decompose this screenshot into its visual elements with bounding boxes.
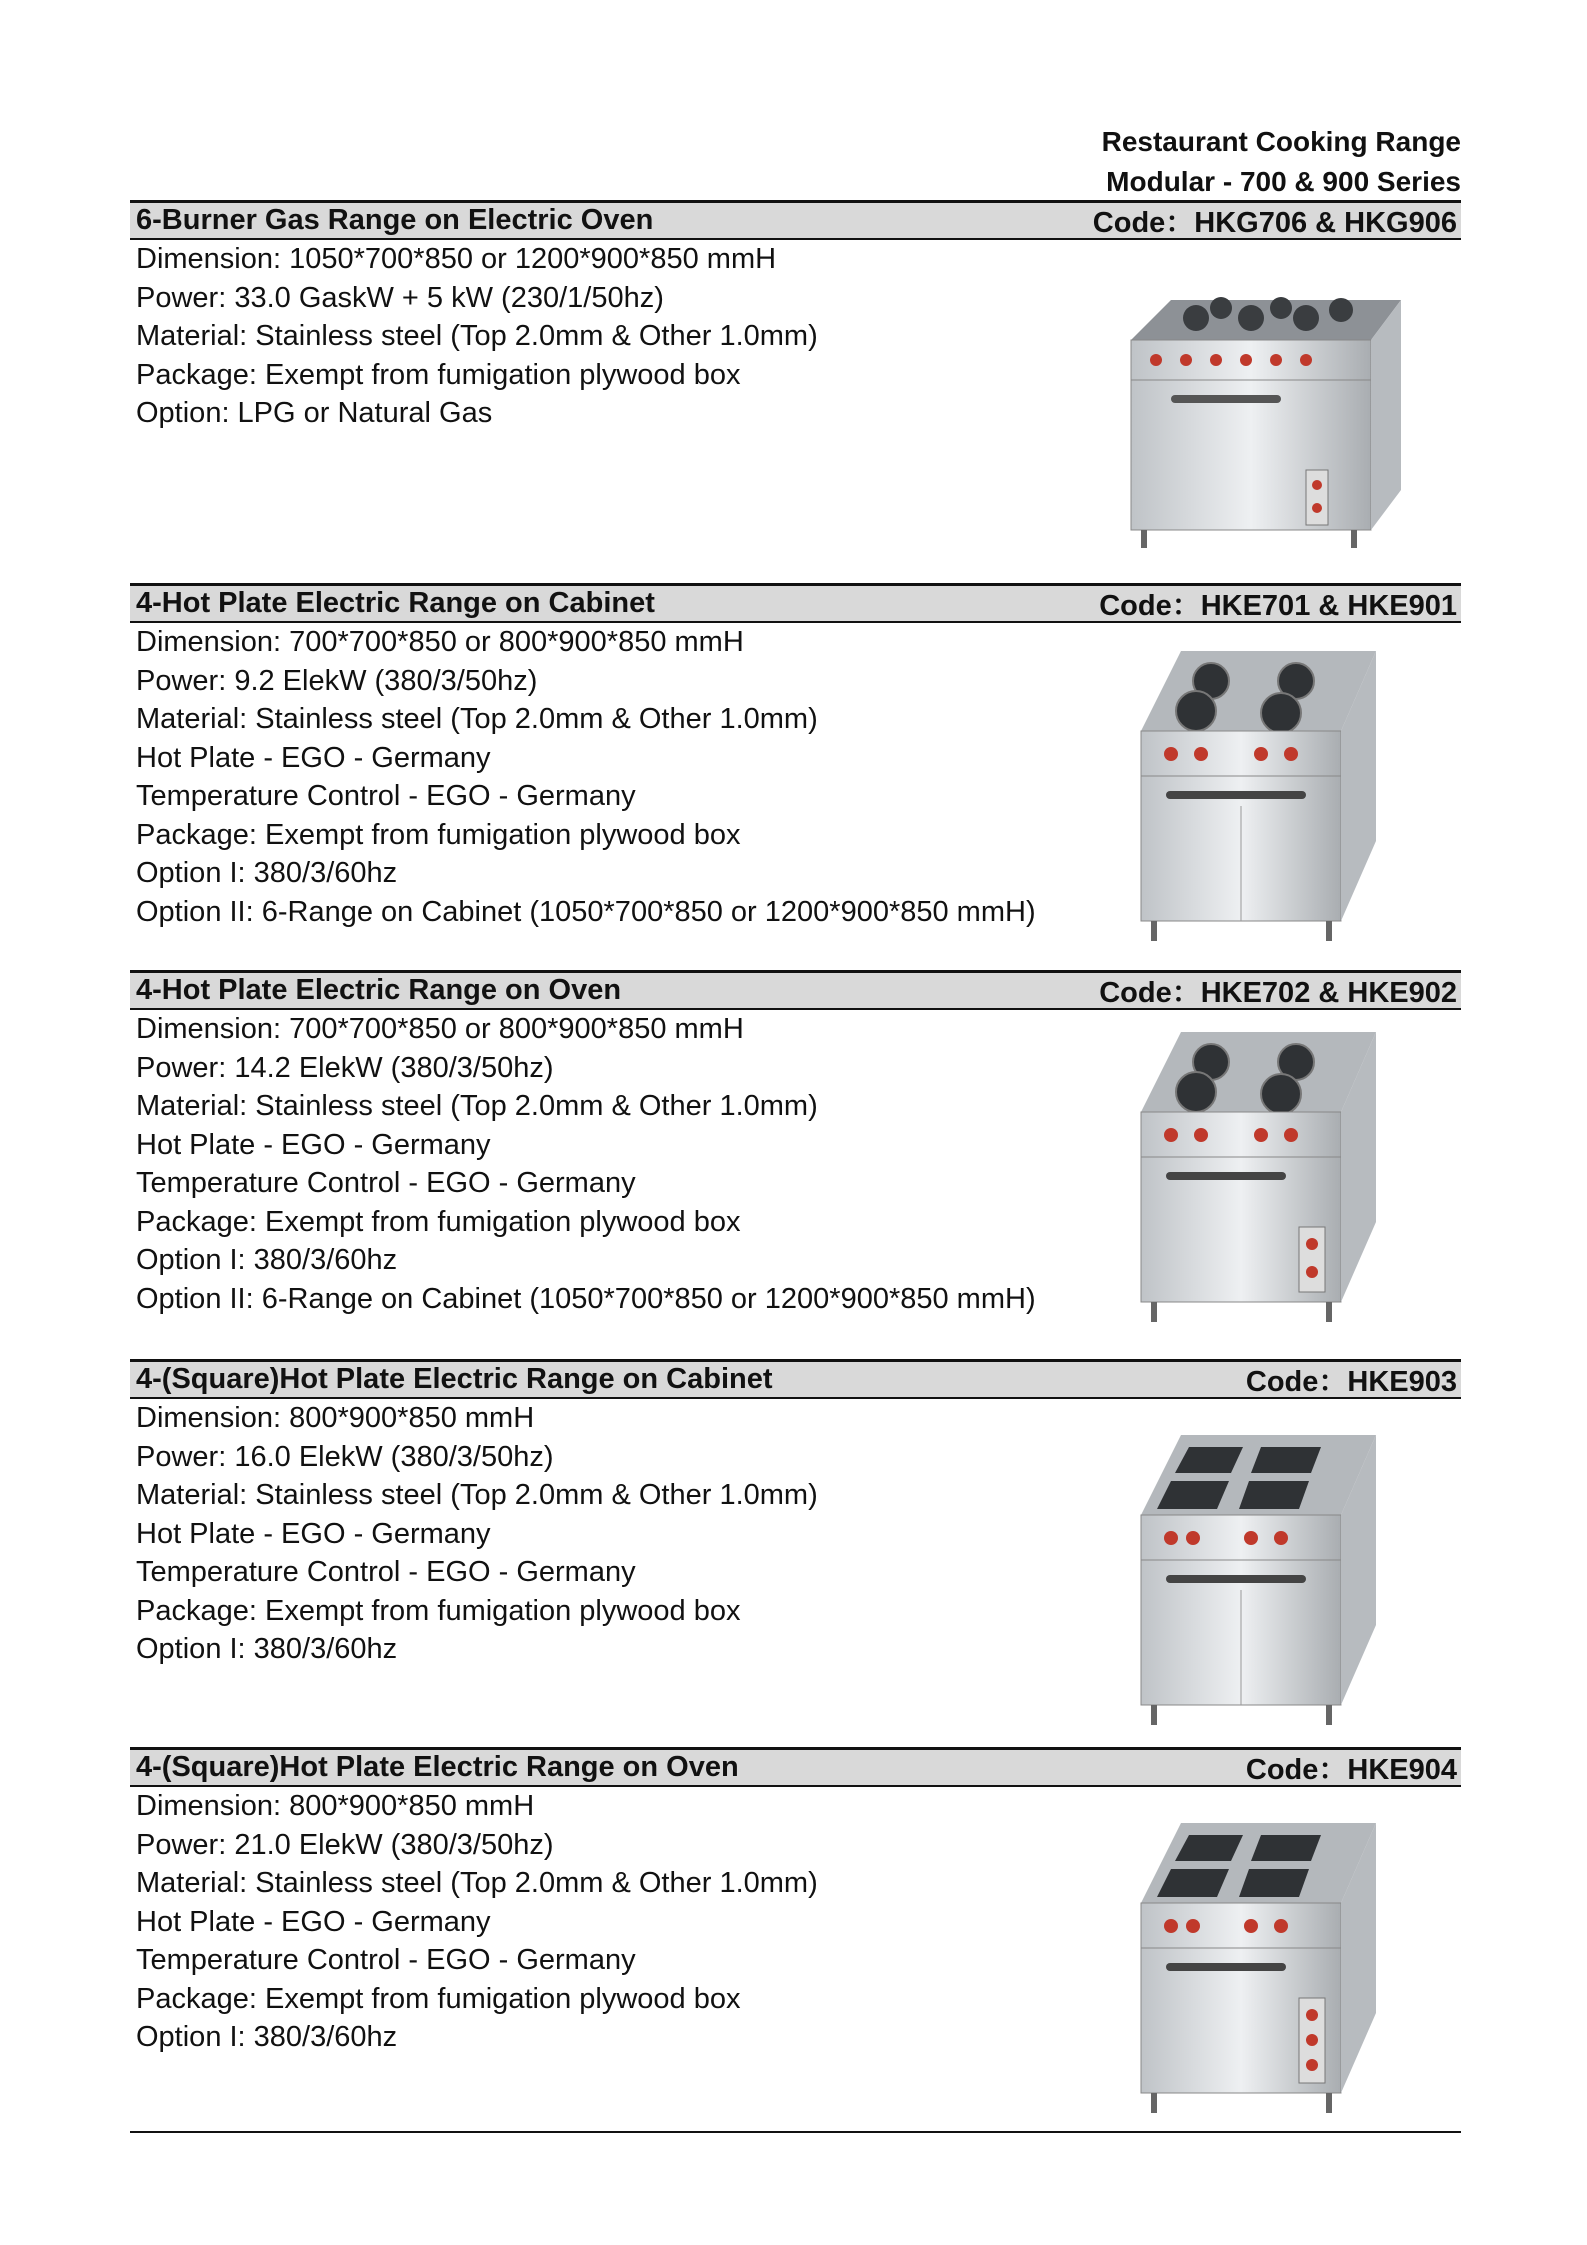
detail-line: Dimension: 700*700*850 or 800*900*850 mmH: [136, 626, 744, 658]
section-title: 4-(Square)Hot Plate Electric Range on Cabinet: [136, 1363, 773, 1395]
detail-line: Option I: 380/3/60hz: [136, 857, 398, 889]
header-title: Restaurant Cooking Range: [1101, 126, 1461, 157]
section-title: 4-Hot Plate Electric Range on Oven: [136, 974, 622, 1006]
detail-line: Hot Plate - EGO - Germany: [136, 1517, 491, 1550]
detail-line: Material: Stainless steel (Top 2.0mm & Other 1.0mm): [136, 1090, 818, 1122]
product-section: [130, 583, 1461, 931]
product-section: [130, 200, 1461, 433]
detail-line: Option II: 6-Range on Cabinet (1050*700*850 or 1200*900*850 mmH): [136, 895, 1036, 928]
detail-line: Dimension: 800*900*850 mmH: [136, 1402, 535, 1434]
detail-line: Package: Exempt from fumigation plywood box: [136, 818, 741, 851]
detail-line: Power: 9.2 ElekW (380/3/50hz): [136, 664, 538, 697]
detail-line: Dimension: 1050*700*850 or 1200*900*850 mmH: [136, 243, 777, 275]
product-section: [130, 970, 1461, 1318]
detail-line: Hot Plate - EGO - Germany: [136, 1905, 491, 1938]
detail-line: Material: Stainless steel (Top 2.0mm & Other 1.0mm): [136, 703, 818, 735]
detail-line: Option II: 6-Range on Cabinet (1050*700*850 or 1200*900*850 mmH): [136, 1282, 1036, 1315]
detail-line: Option I: 380/3/60hz: [136, 1244, 398, 1276]
product-code: Code：HKE701 & HKE901: [1099, 590, 1457, 622]
detail-line: Package: Exempt from fumigation plywood box: [136, 1594, 741, 1627]
detail-line: Temperature Control - EGO - Germany: [136, 1556, 636, 1588]
detail-line: Hot Plate - EGO - Germany: [136, 1128, 491, 1161]
detail-line: Package: Exempt from fumigation plywood box: [136, 358, 741, 391]
document-header: [1102, 122, 1461, 202]
section-header-bar: [130, 1359, 1461, 1399]
detail-line: Power: 16.0 ElekW (380/3/50hz): [136, 1440, 554, 1473]
detail-line: Material: Stainless steel (Top 2.0mm & Other 1.0mm): [136, 1867, 818, 1899]
detail-line: Temperature Control - EGO - Germany: [136, 1944, 636, 1976]
detail-line: Temperature Control - EGO - Germany: [136, 780, 636, 812]
product-section: [130, 1747, 1461, 2057]
section-header-bar: [130, 200, 1461, 240]
product-code: Code：HKE904: [1245, 1754, 1457, 1786]
header-subtitle: Modular - 700 & 900 Series: [1106, 166, 1461, 197]
section-header-bar: [130, 1747, 1461, 1787]
detail-line: Package: Exempt from fumigation plywood box: [136, 1205, 741, 1238]
electric-range-cabinet-icon: [1131, 641, 1381, 951]
detail-line: Power: 33.0 GaskW + 5 kW (230/1/50hz): [136, 281, 664, 314]
detail-line: Dimension: 800*900*850 mmH: [136, 1790, 535, 1822]
detail-line: Option I: 380/3/60hz: [136, 1633, 398, 1665]
detail-line: Dimension: 700*700*850 or 800*900*850 mmH: [136, 1013, 744, 1045]
detail-line: Power: 21.0 ElekW (380/3/50hz): [136, 1828, 554, 1861]
product-code: Code：HKE903: [1245, 1366, 1457, 1398]
detail-line: Material: Stainless steel (Top 2.0mm & Other 1.0mm): [136, 1479, 818, 1511]
detail-line: Power: 14.2 ElekW (380/3/50hz): [136, 1051, 554, 1084]
section-title: 6-Burner Gas Range on Electric Oven: [136, 204, 654, 236]
detail-line: Material: Stainless steel (Top 2.0mm & Other 1.0mm): [136, 320, 818, 352]
detail-line: Option: LPG or Natural Gas: [136, 397, 493, 429]
square-plate-range-cabinet-icon: [1131, 1425, 1381, 1735]
square-plate-range-oven-icon: [1131, 1813, 1381, 2123]
section-header-bar: [130, 583, 1461, 623]
detail-line: Package: Exempt from fumigation plywood box: [136, 1982, 741, 2015]
electric-range-oven-icon: [1131, 1022, 1381, 1332]
product-section: [130, 1359, 1461, 1669]
product-code: Code：HKG706 & HKG906: [1092, 207, 1457, 239]
bottom-divider: [130, 2131, 1461, 2133]
detail-line: Option I: 380/3/60hz: [136, 2021, 398, 2053]
detail-line: Temperature Control - EGO - Germany: [136, 1167, 636, 1199]
section-title: 4-Hot Plate Electric Range on Cabinet: [136, 587, 655, 619]
section-header-bar: [130, 970, 1461, 1010]
section-title: 4-(Square)Hot Plate Electric Range on Oven: [136, 1751, 739, 1783]
detail-line: Hot Plate - EGO - Germany: [136, 741, 491, 774]
product-code: Code：HKE702 & HKE902: [1099, 977, 1457, 1009]
gas-range-oven-icon: [1111, 280, 1411, 560]
